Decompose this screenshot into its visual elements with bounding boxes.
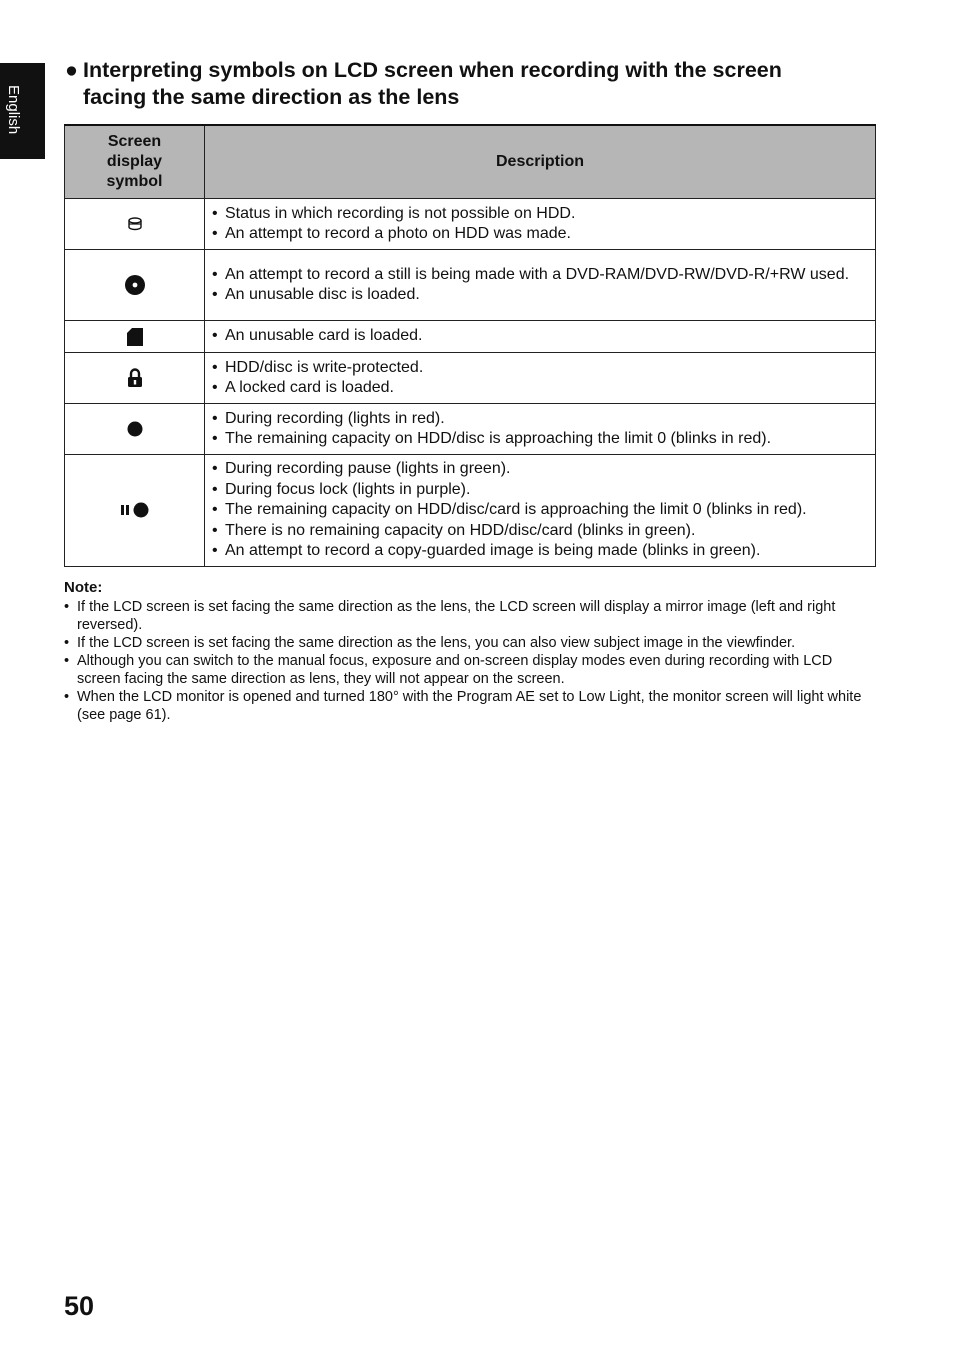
symbol-cell	[65, 199, 205, 250]
description-cell	[205, 250, 876, 321]
table-row	[65, 199, 876, 250]
list-item: • During focus lock (lights in purple).	[209, 480, 867, 501]
list-item: • Status in which recording is not possible on HDD.	[209, 204, 867, 225]
symbol-cell	[65, 321, 205, 353]
symbol-table	[64, 124, 876, 567]
header-symbol-line-2: display	[106, 153, 163, 170]
table-row	[65, 250, 876, 321]
table-header-row	[65, 125, 876, 199]
note-item: • Although you can switch to the manual focus, exposure and on-screen display modes even during recording with LCD screen facing the same direction as lens, they will not appear on the screen.	[64, 652, 876, 688]
disc-icon	[124, 276, 146, 293]
list-item: • During recording pause (lights in green).	[209, 459, 867, 480]
header-description: Description	[205, 125, 876, 199]
table-row	[65, 321, 876, 353]
heading-bullet: ●	[65, 58, 78, 82]
description-cell	[205, 404, 876, 455]
heading-line-2: facing the same direction as the lens	[83, 85, 460, 109]
pause-record-icon	[120, 502, 150, 519]
list-item: • An attempt to record a photo on HDD was made.	[209, 224, 867, 245]
list-item: • A locked card is loaded.	[209, 378, 867, 399]
description-cell	[205, 353, 876, 404]
list-item: • An attempt to record a copy-guarded image is being made (blinks in green).	[209, 541, 867, 562]
symbol-cell	[65, 404, 205, 455]
list-item: • During recording (lights in red).	[209, 409, 867, 430]
header-symbol	[65, 125, 205, 199]
table-row	[65, 353, 876, 404]
note-item: • When the LCD monitor is opened and turned 180° with the Program AE set to Low Light, the monitor screen will light white (see page 61).	[64, 688, 876, 724]
section-heading	[65, 57, 865, 111]
note-section	[64, 579, 876, 724]
lock-icon	[127, 369, 143, 386]
list-item: • The remaining capacity on HDD/disc/card is approaching the limit 0 (blinks in red).	[209, 500, 867, 521]
list-item: • The remaining capacity on HDD/disc is approaching the limit 0 (blinks in red).	[209, 429, 867, 450]
record-icon	[127, 420, 143, 437]
list-item: • There is no remaining capacity on HDD/disc/card (blinks in green).	[209, 521, 867, 542]
language-tab-label: English	[5, 85, 22, 135]
hdd-icon	[127, 215, 143, 232]
description-cell	[205, 455, 876, 567]
list-item: • HDD/disc is write-protected.	[209, 358, 867, 379]
heading-line-1: Interpreting symbols on LCD screen when recording with the screen	[83, 58, 782, 82]
note-title: Note:	[64, 579, 103, 596]
header-symbol-line-1: Screen	[107, 133, 162, 150]
description-cell	[205, 199, 876, 250]
symbol-cell	[65, 455, 205, 567]
page-number: 50	[64, 1291, 95, 1321]
header-symbol-line-3: symbol	[106, 173, 163, 190]
list-item: • An unusable disc is loaded.	[209, 285, 867, 306]
language-tab	[0, 63, 45, 159]
table-row	[65, 455, 876, 567]
card-icon	[126, 328, 144, 345]
note-item: • If the LCD screen is set facing the same direction as the lens, the LCD screen will display a mirror image (left and right reversed).	[64, 598, 876, 634]
description-cell	[205, 321, 876, 353]
symbol-cell	[65, 250, 205, 321]
symbol-cell	[65, 353, 205, 404]
list-item: • An attempt to record a still is being made with a DVD-RAM/DVD-RW/DVD-R/+RW used.	[209, 265, 867, 286]
note-item: • If the LCD screen is set facing the same direction as the lens, you can also view subject image in the viewfinder.	[64, 634, 876, 652]
list-item: • An unusable card is loaded.	[209, 326, 867, 347]
table-row	[65, 404, 876, 455]
